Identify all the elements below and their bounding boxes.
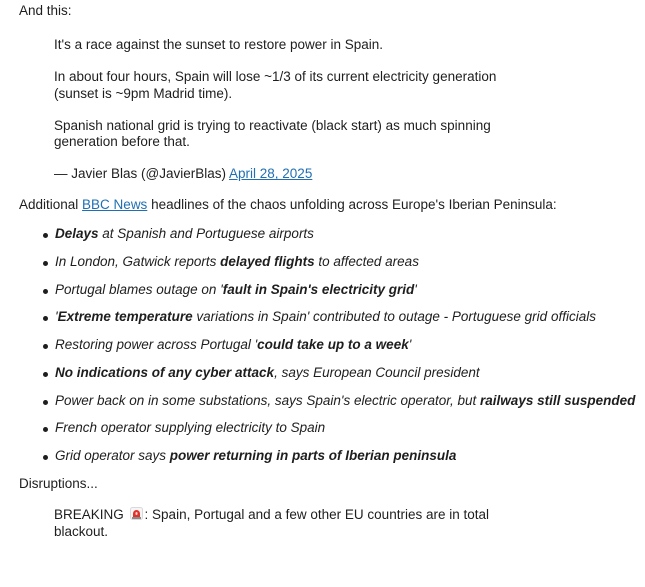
quote-paragraph-3-line-2: generation before that. bbox=[54, 134, 190, 150]
headlines-list bbox=[19, 226, 645, 465]
headline-bold: Extreme temperature bbox=[57, 309, 193, 325]
additional-after: headlines of the chaos unfolding across Europe's Iberian Peninsula: bbox=[147, 197, 557, 213]
headline-bold: railways still suspended bbox=[480, 392, 636, 408]
bullet-icon bbox=[43, 427, 48, 432]
breaking-tweet-quote bbox=[19, 507, 645, 541]
siren-icon bbox=[130, 507, 143, 520]
breaking-label: BREAKING bbox=[54, 506, 124, 522]
bullet-icon bbox=[43, 261, 48, 266]
headline-item bbox=[43, 226, 645, 243]
headline-text: ' bbox=[55, 309, 58, 325]
headline-bold: Delays bbox=[55, 226, 99, 241]
quote-paragraph-2-line-2: (sunset is ~9pm Madrid time). bbox=[54, 85, 233, 101]
headline-item bbox=[43, 393, 645, 410]
bullet-icon bbox=[43, 400, 48, 405]
headline-text: Grid operator says bbox=[55, 448, 170, 464]
headline-bold: No indications of any cyber attack bbox=[55, 364, 275, 380]
headline-item bbox=[43, 254, 645, 271]
headline-text: Portugal blames outage on ' bbox=[55, 281, 223, 297]
quote-paragraph-3-line-1: Spanish national grid is trying to reactivate (black start) as much spinning bbox=[54, 117, 491, 133]
headline-text: Restoring power across Portugal ' bbox=[55, 337, 258, 353]
headline-item bbox=[43, 282, 645, 299]
bullet-icon bbox=[43, 372, 48, 377]
bbc-news-link[interactable]: BBC News bbox=[82, 197, 148, 213]
quote-citation bbox=[54, 166, 645, 183]
intro-text: And this: bbox=[19, 3, 72, 18]
headline-bold: fault in Spain's electricity grid bbox=[222, 281, 415, 297]
quote-author: — Javier Blas (@JavierBlas) bbox=[54, 166, 226, 182]
additional-headlines-intro bbox=[19, 197, 645, 214]
headline-item bbox=[43, 420, 645, 437]
headline-item bbox=[43, 448, 645, 465]
headline-bold: could take up to a week bbox=[257, 337, 409, 353]
headline-item bbox=[43, 365, 645, 382]
quote-paragraph-1: It's a race against the sunset to restore power in Spain. bbox=[54, 36, 384, 52]
bullet-icon bbox=[43, 455, 48, 460]
headline-item bbox=[43, 309, 645, 326]
bullet-icon bbox=[43, 233, 48, 238]
breaking-body-line-2: blackout. bbox=[54, 523, 109, 539]
embedded-tweet-quote bbox=[19, 37, 645, 183]
bullet-icon bbox=[43, 316, 48, 321]
bullet-icon bbox=[43, 344, 48, 349]
headline-item bbox=[43, 337, 645, 354]
headline-text: ' bbox=[414, 281, 417, 297]
headline-text: Power back on in some substations, says Spain's electric operator, but bbox=[55, 392, 481, 408]
bullet-icon bbox=[43, 289, 48, 294]
headline-bold: delayed flights bbox=[220, 253, 315, 269]
headline-bold: power returning in parts of Iberian peninsula bbox=[169, 448, 457, 464]
breaking-body: : Spain, Portugal and a few other EU countries are in total bbox=[144, 506, 489, 522]
quote-paragraph-2-line-1: In about four hours, Spain will lose ~1/3 of its current electricity generation bbox=[54, 68, 497, 84]
disruptions-heading: Disruptions... bbox=[19, 475, 98, 491]
quote-paragraph-3 bbox=[54, 118, 645, 152]
headline-text: , says European Council president bbox=[274, 364, 480, 380]
headline-text: variations in Spain' contributed to outage - Portuguese grid officials bbox=[192, 309, 596, 325]
headline-text: ' bbox=[408, 337, 412, 353]
additional-before: Additional bbox=[19, 197, 83, 213]
quote-date-link[interactable]: April 28, 2025 bbox=[229, 166, 313, 182]
headline-text: at Spanish and Portuguese airports bbox=[98, 226, 314, 241]
headline-text: to affected areas bbox=[314, 253, 419, 269]
headline-text: In London, Gatwick reports bbox=[55, 253, 221, 269]
headline-text: French operator supplying electricity to Spain bbox=[55, 420, 326, 436]
quote-paragraph-2 bbox=[54, 69, 645, 103]
breaking-text bbox=[54, 507, 645, 541]
